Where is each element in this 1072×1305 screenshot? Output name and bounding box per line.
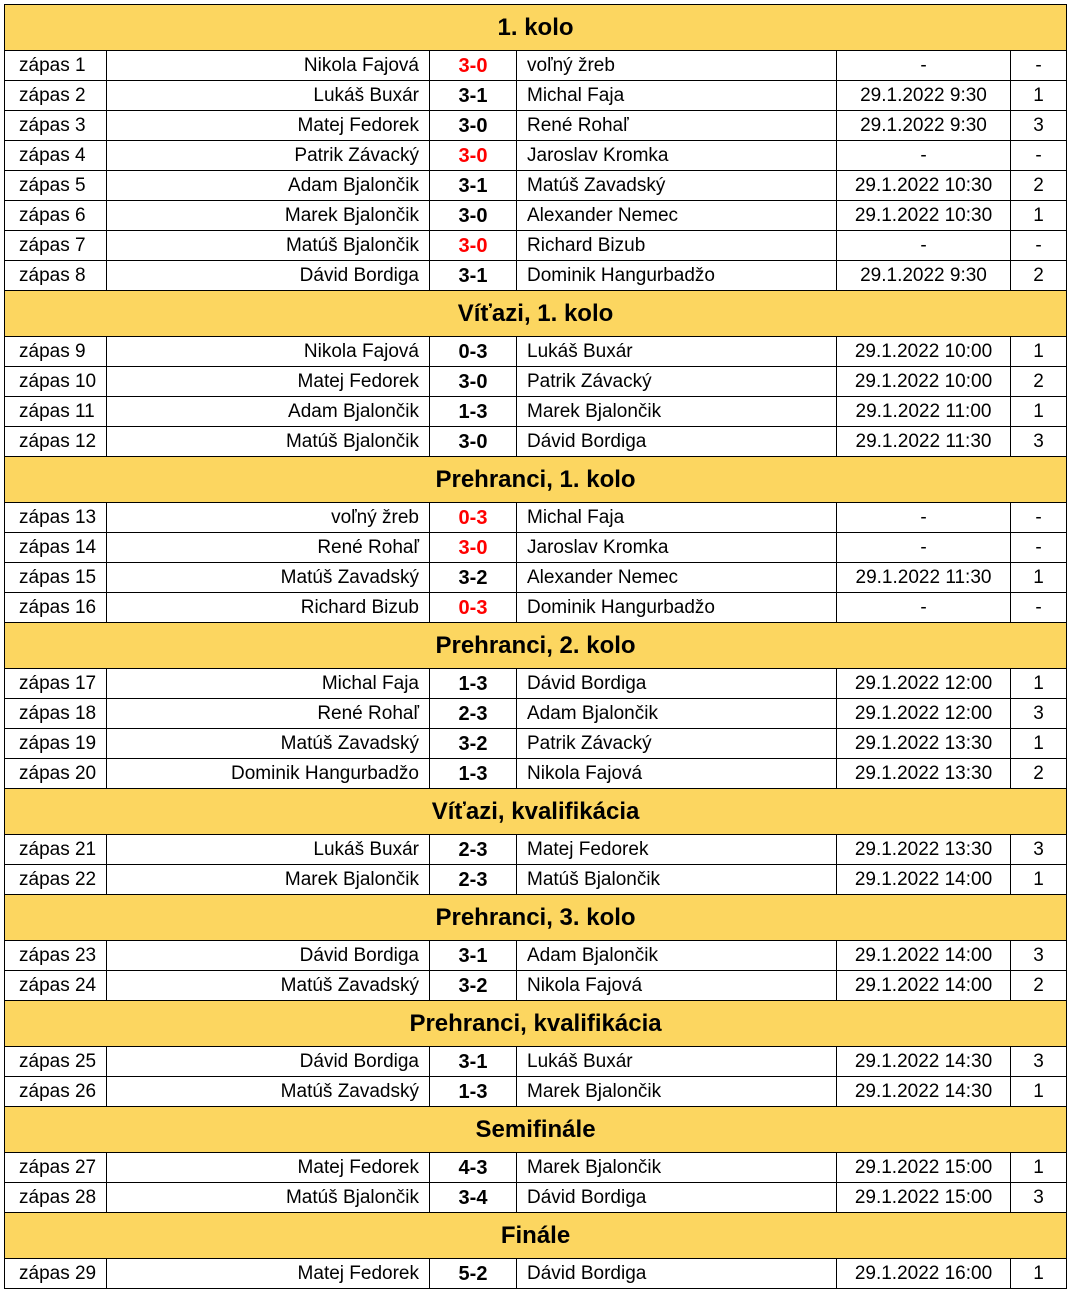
match-row — [5, 337, 1067, 367]
away-player: Alexander Nemec — [517, 563, 837, 593]
table-number: 2 — [1011, 367, 1067, 397]
match-score: 1-3 — [430, 397, 517, 427]
away-player: Matej Fedorek — [517, 835, 837, 865]
away-player: Dominik Hangurbadžo — [517, 593, 837, 623]
match-time: - — [837, 593, 1011, 623]
match-row — [5, 593, 1067, 623]
match-score: 2-3 — [430, 835, 517, 865]
away-player: Matúš Bjalončik — [517, 865, 837, 895]
match-row — [5, 729, 1067, 759]
match-label: zápas 7 — [5, 231, 107, 261]
away-player: voľný žreb — [517, 51, 837, 81]
match-label: zápas 13 — [5, 503, 107, 533]
table-number: 2 — [1011, 171, 1067, 201]
home-player: Nikola Fajová — [107, 51, 430, 81]
away-player: Dávid Bordiga — [517, 669, 837, 699]
home-player: voľný žreb — [107, 503, 430, 533]
match-time: 29.1.2022 13:30 — [837, 729, 1011, 759]
match-score: 3-0 — [430, 201, 517, 231]
match-score: 3-2 — [430, 563, 517, 593]
match-row — [5, 1077, 1067, 1107]
table-number: 3 — [1011, 1047, 1067, 1077]
match-time: 29.1.2022 14:00 — [837, 941, 1011, 971]
match-row — [5, 397, 1067, 427]
match-label: zápas 27 — [5, 1153, 107, 1183]
match-time: - — [837, 51, 1011, 81]
table-number: 2 — [1011, 261, 1067, 291]
section-header-row — [5, 895, 1067, 941]
match-label: zápas 6 — [5, 201, 107, 231]
table-number: 1 — [1011, 201, 1067, 231]
section-title: Prehranci, 1. kolo — [5, 457, 1067, 503]
match-time: 29.1.2022 14:00 — [837, 971, 1011, 1001]
match-score: 1-3 — [430, 669, 517, 699]
section-header-row — [5, 1001, 1067, 1047]
home-player: Marek Bjalončik — [107, 865, 430, 895]
match-score: 3-0 — [430, 51, 517, 81]
section-header-row — [5, 457, 1067, 503]
match-row — [5, 231, 1067, 261]
table-number: 1 — [1011, 563, 1067, 593]
match-label: zápas 26 — [5, 1077, 107, 1107]
match-score: 3-1 — [430, 81, 517, 111]
table-number: 1 — [1011, 397, 1067, 427]
match-row — [5, 171, 1067, 201]
match-label: zápas 22 — [5, 865, 107, 895]
away-player: Lukáš Buxár — [517, 1047, 837, 1077]
match-time: - — [837, 141, 1011, 171]
away-player: Nikola Fajová — [517, 759, 837, 789]
match-time: - — [837, 231, 1011, 261]
match-score: 3-0 — [430, 367, 517, 397]
table-number: - — [1011, 593, 1067, 623]
section-title: Semifinále — [5, 1107, 1067, 1153]
match-time: 29.1.2022 11:00 — [837, 397, 1011, 427]
table-number: 2 — [1011, 971, 1067, 1001]
match-score: 3-1 — [430, 941, 517, 971]
away-player: Dávid Bordiga — [517, 427, 837, 457]
home-player: Matúš Zavadský — [107, 563, 430, 593]
match-label: zápas 10 — [5, 367, 107, 397]
match-row — [5, 533, 1067, 563]
match-row — [5, 81, 1067, 111]
table-number: - — [1011, 51, 1067, 81]
match-row — [5, 941, 1067, 971]
section-title: Prehranci, 3. kolo — [5, 895, 1067, 941]
match-label: zápas 12 — [5, 427, 107, 457]
section-header-row — [5, 291, 1067, 337]
match-row — [5, 51, 1067, 81]
away-player: Richard Bizub — [517, 231, 837, 261]
match-score: 1-3 — [430, 1077, 517, 1107]
away-player: Michal Faja — [517, 81, 837, 111]
home-player: Dávid Bordiga — [107, 261, 430, 291]
home-player: Dávid Bordiga — [107, 1047, 430, 1077]
section-header-row — [5, 1213, 1067, 1259]
match-label: zápas 3 — [5, 111, 107, 141]
table-number: 3 — [1011, 427, 1067, 457]
match-score: 2-3 — [430, 699, 517, 729]
match-row — [5, 367, 1067, 397]
table-number: 2 — [1011, 759, 1067, 789]
match-score: 3-0 — [430, 141, 517, 171]
match-label: zápas 20 — [5, 759, 107, 789]
match-score: 3-2 — [430, 729, 517, 759]
away-player: Patrik Závacký — [517, 729, 837, 759]
section-title: Finále — [5, 1213, 1067, 1259]
match-score: 0-3 — [430, 593, 517, 623]
table-number: 1 — [1011, 729, 1067, 759]
home-player: Patrik Závacký — [107, 141, 430, 171]
match-label: zápas 9 — [5, 337, 107, 367]
match-time: 29.1.2022 10:00 — [837, 337, 1011, 367]
away-player: Adam Bjalončik — [517, 699, 837, 729]
match-time: 29.1.2022 9:30 — [837, 81, 1011, 111]
home-player: Matej Fedorek — [107, 1153, 430, 1183]
match-time: 29.1.2022 14:30 — [837, 1047, 1011, 1077]
match-row — [5, 971, 1067, 1001]
section-title: Víťazi, 1. kolo — [5, 291, 1067, 337]
match-schedule-body — [5, 5, 1067, 1289]
match-label: zápas 2 — [5, 81, 107, 111]
match-time: - — [837, 503, 1011, 533]
match-time: 29.1.2022 11:30 — [837, 427, 1011, 457]
match-row — [5, 261, 1067, 291]
section-title: Víťazi, kvalifikácia — [5, 789, 1067, 835]
match-time: - — [837, 533, 1011, 563]
away-player: Marek Bjalončik — [517, 1077, 837, 1107]
match-label: zápas 23 — [5, 941, 107, 971]
match-time: 29.1.2022 10:00 — [837, 367, 1011, 397]
away-player: Lukáš Buxár — [517, 337, 837, 367]
home-player: René Rohaľ — [107, 533, 430, 563]
home-player: Matúš Zavadský — [107, 729, 430, 759]
home-player: Lukáš Buxár — [107, 81, 430, 111]
match-label: zápas 8 — [5, 261, 107, 291]
away-player: Marek Bjalončik — [517, 397, 837, 427]
section-header-row — [5, 5, 1067, 51]
match-label: zápas 11 — [5, 397, 107, 427]
match-label: zápas 19 — [5, 729, 107, 759]
match-row — [5, 503, 1067, 533]
table-number: 1 — [1011, 1153, 1067, 1183]
match-time: 29.1.2022 11:30 — [837, 563, 1011, 593]
match-time: 29.1.2022 9:30 — [837, 111, 1011, 141]
away-player: Jaroslav Kromka — [517, 533, 837, 563]
home-player: Matúš Zavadský — [107, 971, 430, 1001]
match-row — [5, 563, 1067, 593]
match-label: zápas 24 — [5, 971, 107, 1001]
section-header-row — [5, 623, 1067, 669]
away-player: Michal Faja — [517, 503, 837, 533]
away-player: Nikola Fajová — [517, 971, 837, 1001]
table-number: 3 — [1011, 835, 1067, 865]
section-title: Prehranci, 2. kolo — [5, 623, 1067, 669]
match-time: 29.1.2022 14:00 — [837, 865, 1011, 895]
table-number: 3 — [1011, 941, 1067, 971]
match-score: 3-0 — [430, 533, 517, 563]
match-row — [5, 835, 1067, 865]
match-label: zápas 18 — [5, 699, 107, 729]
home-player: Adam Bjalončik — [107, 397, 430, 427]
section-title: Prehranci, kvalifikácia — [5, 1001, 1067, 1047]
match-score: 3-1 — [430, 1047, 517, 1077]
section-header-row — [5, 1107, 1067, 1153]
away-player: René Rohaľ — [517, 111, 837, 141]
match-label: zápas 28 — [5, 1183, 107, 1213]
home-player: Marek Bjalončik — [107, 201, 430, 231]
match-score: 4-3 — [430, 1153, 517, 1183]
match-score: 3-2 — [430, 971, 517, 1001]
match-time: 29.1.2022 12:00 — [837, 669, 1011, 699]
table-number: 1 — [1011, 669, 1067, 699]
home-player: Dominik Hangurbadžo — [107, 759, 430, 789]
home-player: Lukáš Buxár — [107, 835, 430, 865]
match-schedule-table — [4, 4, 1067, 1289]
table-number: - — [1011, 533, 1067, 563]
table-number: - — [1011, 141, 1067, 171]
match-label: zápas 25 — [5, 1047, 107, 1077]
table-number: 3 — [1011, 699, 1067, 729]
home-player: Richard Bizub — [107, 593, 430, 623]
match-time: 29.1.2022 13:30 — [837, 759, 1011, 789]
match-row — [5, 1153, 1067, 1183]
match-row — [5, 111, 1067, 141]
table-number: 3 — [1011, 111, 1067, 141]
home-player: Matúš Bjalončik — [107, 231, 430, 261]
match-score: 5-2 — [430, 1259, 517, 1289]
away-player: Dávid Bordiga — [517, 1259, 837, 1289]
away-player: Dominik Hangurbadžo — [517, 261, 837, 291]
table-number: 1 — [1011, 1077, 1067, 1107]
match-time: 29.1.2022 10:30 — [837, 171, 1011, 201]
match-time: 29.1.2022 15:00 — [837, 1183, 1011, 1213]
match-score: 3-0 — [430, 231, 517, 261]
match-row — [5, 1259, 1067, 1289]
home-player: Matúš Bjalončik — [107, 427, 430, 457]
match-score: 3-0 — [430, 111, 517, 141]
match-row — [5, 1183, 1067, 1213]
away-player: Patrik Závacký — [517, 367, 837, 397]
match-row — [5, 427, 1067, 457]
match-label: zápas 14 — [5, 533, 107, 563]
match-score: 3-4 — [430, 1183, 517, 1213]
home-player: Matúš Zavadský — [107, 1077, 430, 1107]
match-row — [5, 669, 1067, 699]
match-row — [5, 759, 1067, 789]
match-score: 3-1 — [430, 171, 517, 201]
match-time: 29.1.2022 10:30 — [837, 201, 1011, 231]
match-row — [5, 1047, 1067, 1077]
match-label: zápas 5 — [5, 171, 107, 201]
table-number: 1 — [1011, 81, 1067, 111]
table-number: - — [1011, 231, 1067, 261]
match-score: 0-3 — [430, 337, 517, 367]
match-score: 2-3 — [430, 865, 517, 895]
table-number: 3 — [1011, 1183, 1067, 1213]
away-player: Matúš Zavadský — [517, 171, 837, 201]
home-player: Dávid Bordiga — [107, 941, 430, 971]
home-player: Michal Faja — [107, 669, 430, 699]
match-label: zápas 21 — [5, 835, 107, 865]
section-title: 1. kolo — [5, 5, 1067, 51]
match-label: zápas 4 — [5, 141, 107, 171]
home-player: Nikola Fajová — [107, 337, 430, 367]
match-score: 0-3 — [430, 503, 517, 533]
away-player: Adam Bjalončik — [517, 941, 837, 971]
home-player: Matúš Bjalončik — [107, 1183, 430, 1213]
match-time: 29.1.2022 15:00 — [837, 1153, 1011, 1183]
table-number: 1 — [1011, 337, 1067, 367]
home-player: Adam Bjalončik — [107, 171, 430, 201]
table-number: - — [1011, 503, 1067, 533]
match-row — [5, 699, 1067, 729]
home-player: René Rohaľ — [107, 699, 430, 729]
match-label: zápas 29 — [5, 1259, 107, 1289]
match-label: zápas 15 — [5, 563, 107, 593]
match-score: 3-1 — [430, 261, 517, 291]
table-number: 1 — [1011, 865, 1067, 895]
match-row — [5, 865, 1067, 895]
match-time: 29.1.2022 13:30 — [837, 835, 1011, 865]
home-player: Matej Fedorek — [107, 111, 430, 141]
bracket-sheet — [4, 4, 1066, 1289]
section-header-row — [5, 789, 1067, 835]
table-number: 1 — [1011, 1259, 1067, 1289]
home-player: Matej Fedorek — [107, 1259, 430, 1289]
away-player: Marek Bjalončik — [517, 1153, 837, 1183]
match-row — [5, 141, 1067, 171]
match-label: zápas 16 — [5, 593, 107, 623]
match-time: 29.1.2022 16:00 — [837, 1259, 1011, 1289]
match-time: 29.1.2022 9:30 — [837, 261, 1011, 291]
away-player: Jaroslav Kromka — [517, 141, 837, 171]
match-score: 1-3 — [430, 759, 517, 789]
away-player: Dávid Bordiga — [517, 1183, 837, 1213]
match-time: 29.1.2022 12:00 — [837, 699, 1011, 729]
away-player: Alexander Nemec — [517, 201, 837, 231]
match-row — [5, 201, 1067, 231]
home-player: Matej Fedorek — [107, 367, 430, 397]
match-label: zápas 1 — [5, 51, 107, 81]
match-score: 3-0 — [430, 427, 517, 457]
match-time: 29.1.2022 14:30 — [837, 1077, 1011, 1107]
match-label: zápas 17 — [5, 669, 107, 699]
